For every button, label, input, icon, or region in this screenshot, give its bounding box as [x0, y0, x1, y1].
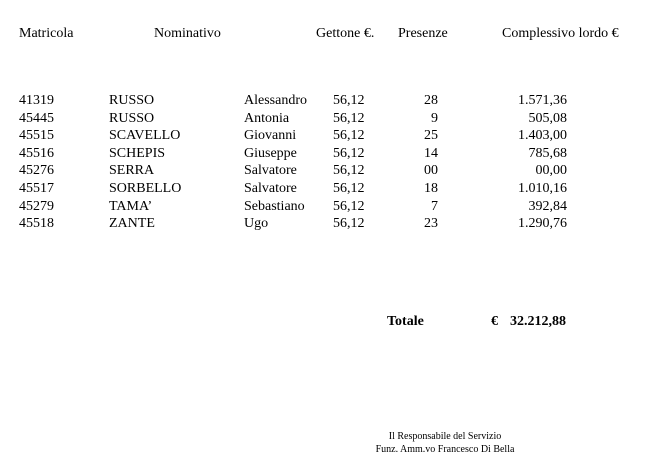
- cell-matricola: 45276: [19, 163, 54, 179]
- totale-currency: €: [491, 314, 498, 329]
- signature-name: Funz. Amm.vo Francesco Di Bella: [375, 444, 515, 455]
- cell-presenze: 28: [424, 93, 438, 108]
- table-body: [0, 93, 658, 234]
- cell-nome: Antonia: [244, 110, 290, 126]
- cell-complessivo: 1.290,76: [518, 216, 567, 232]
- cell-matricola: 41319: [19, 93, 54, 108]
- cell-nome: Salvatore: [244, 180, 297, 196]
- cell-gettone: 56,12: [333, 93, 365, 108]
- cell-presenze: 18: [424, 180, 438, 196]
- cell-complessivo: 1.010,16: [518, 180, 567, 196]
- cell-presenze: 23: [424, 216, 438, 232]
- cell-cognome: RUSSO: [109, 93, 155, 108]
- cell-nome: Giovanni: [244, 128, 297, 144]
- cell-complessivo: 505,08: [528, 110, 567, 126]
- cell-gettone: 56,12: [333, 198, 365, 214]
- table-row: [0, 181, 658, 199]
- cell-gettone: 56,12: [333, 180, 365, 196]
- cell-cognome: SCAVELLO: [109, 128, 181, 144]
- header-gettone: Gettone €.: [316, 26, 375, 41]
- cell-complessivo: 1.403,00: [518, 128, 567, 144]
- table-row: [0, 128, 658, 146]
- cell-matricola: 45515: [19, 128, 54, 144]
- cell-complessivo: 785,68: [528, 145, 567, 161]
- cell-matricola: 45279: [19, 198, 54, 214]
- cell-nome: Ugo: [244, 216, 269, 232]
- cell-cognome: SCHEPIS: [109, 145, 166, 161]
- header-complessivo: Complessivo lordo €: [502, 26, 619, 41]
- totale-value: 32.212,88: [510, 314, 566, 329]
- cell-gettone: 56,12: [333, 110, 365, 126]
- signature-title: Il Responsabile del Servizio: [388, 431, 502, 442]
- cell-presenze: 00: [424, 163, 438, 179]
- header-presenze: Presenze: [398, 26, 448, 41]
- cell-matricola: 45517: [19, 180, 54, 196]
- totale-label: Totale: [387, 314, 424, 329]
- cell-gettone: 56,12: [333, 216, 365, 232]
- cell-gettone: 56,12: [333, 128, 365, 144]
- cell-presenze: 9: [431, 110, 438, 126]
- cell-cognome: SERRA: [109, 163, 155, 179]
- table-row: [0, 199, 658, 217]
- cell-cognome: ZANTE: [109, 216, 155, 232]
- table-row: [0, 216, 658, 234]
- cell-complessivo: 1.571,36: [518, 93, 567, 108]
- cell-presenze: 7: [431, 198, 438, 214]
- header-nominativo: Nominativo: [154, 26, 221, 41]
- cell-nome: Alessandro: [244, 93, 307, 108]
- table-row: [0, 93, 658, 111]
- cell-cognome: SORBELLO: [109, 180, 182, 196]
- cell-nome: Salvatore: [244, 163, 297, 179]
- cell-nome: Giuseppe: [244, 145, 297, 161]
- cell-cognome: TAMA’: [109, 198, 153, 214]
- cell-presenze: 25: [424, 128, 438, 144]
- cell-gettone: 56,12: [333, 145, 365, 161]
- cell-presenze: 14: [424, 145, 438, 161]
- cell-complessivo: 392,84: [528, 198, 567, 214]
- table-row: [0, 163, 658, 181]
- cell-nome: Sebastiano: [244, 198, 305, 214]
- cell-cognome: RUSSO: [109, 110, 155, 126]
- cell-matricola: 45516: [19, 145, 54, 161]
- table-row: [0, 111, 658, 129]
- cell-matricola: 45445: [19, 110, 54, 126]
- table-row: [0, 146, 658, 164]
- header-matricola: Matricola: [19, 26, 74, 41]
- cell-gettone: 56,12: [333, 163, 365, 179]
- cell-matricola: 45518: [19, 216, 54, 232]
- cell-complessivo: 00,00: [535, 163, 567, 179]
